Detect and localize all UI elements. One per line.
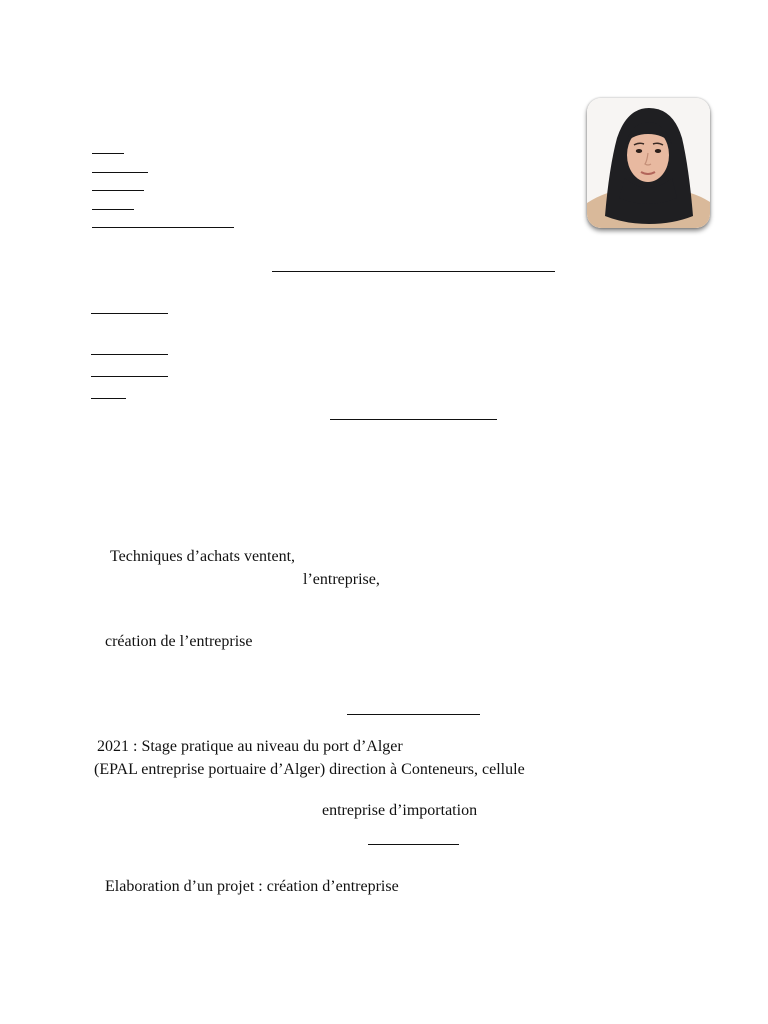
header-rule-5 — [92, 227, 234, 228]
section-rule-projects — [368, 844, 459, 845]
experience-line-1: 2021 : Stage pratique au niveau du port d’Alger — [97, 738, 403, 755]
field-rule-2 — [91, 354, 168, 355]
header-rule-2 — [92, 172, 148, 173]
header-rule-3 — [92, 190, 144, 191]
section-rule-training — [330, 419, 497, 420]
experience-line-2: (EPAL entreprise portuaire d’Alger) direction à Conteneurs, cellule — [94, 761, 525, 778]
section-rule-experience — [347, 714, 480, 715]
training-line-2: l’entreprise, — [303, 571, 380, 588]
field-rule-3 — [91, 376, 168, 377]
header-rule-1 — [92, 153, 124, 154]
title-rule — [272, 271, 555, 272]
portrait-image — [587, 98, 710, 228]
training-line-1: Techniques d’achats ventent, — [110, 548, 296, 565]
training-line-3: création de l’entreprise — [105, 633, 253, 650]
header-rule-4 — [92, 209, 134, 210]
profile-photo — [587, 98, 710, 228]
field-rule-1 — [91, 313, 168, 314]
field-rule-4 — [91, 398, 126, 399]
project-line-1: Elaboration d’un projet : création d’entreprise — [105, 878, 399, 895]
experience-line-3: entreprise d’importation — [322, 802, 478, 819]
